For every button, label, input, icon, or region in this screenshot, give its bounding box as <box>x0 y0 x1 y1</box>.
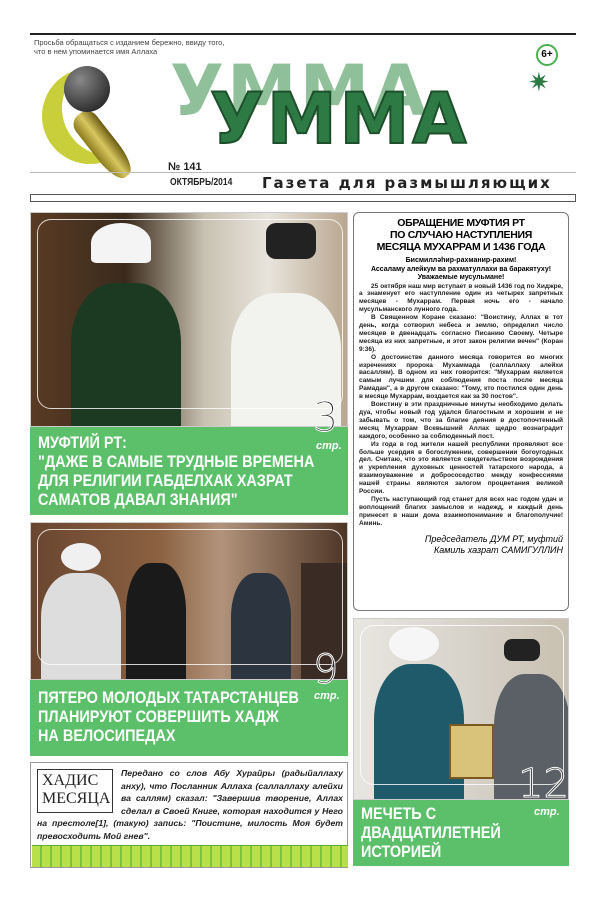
pen-icon <box>64 66 110 112</box>
signature <box>359 534 563 556</box>
photo-frame <box>37 219 343 409</box>
signature-line: Председатель ДУМ РТ, муфтий <box>424 533 563 544</box>
appeal-title: ОБРАЩЕНИЕ МУФТИЯ РТ <box>397 217 525 229</box>
masthead-bar <box>30 194 576 202</box>
greeting: Ассаламу алейкум ва рахматуллахи ва баракятуху! <box>370 265 552 273</box>
mufti-appeal <box>353 212 569 611</box>
appeal-title: ПО СЛУЧАЮ НАСТУПЛЕНИЯ <box>389 229 533 241</box>
headline-line: "ДАЖЕ В САМЫЕ ТРУДНЫЕ ВРЕМЕНА <box>38 452 315 471</box>
greeting: Бисмилләһир-рахманир-рахим! <box>405 257 517 264</box>
headline-line: ИСТОРИЕЙ <box>361 842 442 861</box>
headline-line: МУФТИЙ РТ: <box>38 433 127 452</box>
headline-line: САМАТОВ ДАВАЛ ЗНАНИЯ" <box>38 490 238 509</box>
paragraph: Воистину в эти праздничные минуты необходимо делать дуа, чтобы новый год удался благостным и хорошим и не забывать о том, что за благие деяния в достопочтенный месяц Мухаррам Всевышний Аллах щедро вознаградит каждого, особенно за соблюденный пост. <box>359 401 563 440</box>
headline-line: ПЛАНИРУЮТ СОВЕРШИТЬ ХАДЖ <box>38 707 279 726</box>
page-number: 9 <box>313 647 339 693</box>
page-number: 12 <box>518 761 569 807</box>
paragraph: Пусть наступающий год станет для всех нас годом удач и воплощений благих замыслов и надежд, и каждый день принесет в наши дома взаимопонимание и благополучие! Аминь. <box>359 495 563 527</box>
page-label: стр. <box>534 806 560 818</box>
article-photo-hajj[interactable] <box>30 522 348 680</box>
signature-line: Камиль хазрат САМИГУЛЛИН <box>433 544 563 555</box>
headline-line: МЕЧЕТЬ С <box>361 804 437 823</box>
hadith-of-month <box>30 762 348 868</box>
hadith-label-line: ХАДИС <box>42 772 99 789</box>
page-label: стр. <box>316 440 342 452</box>
ornament-border <box>32 845 348 867</box>
photo-frame <box>37 529 343 665</box>
star-icon: ✷ <box>528 67 550 97</box>
article-photo-mufti[interactable] <box>30 212 348 427</box>
paragraph: О достоинстве данного месяца говорится во многих изречениях пророка Мухаммада (саллаллаху алейхи васаллям). В одном из них говорится: "Мухаррам является самым лучшим для соблюдения поста после месяца Рамадан", а в другом сказано: "Тому, кто постился один день в месяце Мухаррам, воздается как за 30 постов". <box>359 353 563 401</box>
issue-number: № 141 <box>168 161 202 173</box>
page-label: стр. <box>314 690 340 702</box>
paragraph: Из года в год жители нашей республики проявляют все больше усердия в богослужении, совершении богоугодных дел. Считаю, что это является свидетельством возрождения и укрепления духовных ценностей татарского народа, а взаимоуважение и добрососедство между конфессиями нашей страны являются залогом процветания великой России. <box>359 440 563 496</box>
article-headline-2[interactable] <box>30 680 348 756</box>
appeal-title: МЕСЯЦА МУХАРРАМ И 1436 ГОДА <box>376 241 546 253</box>
divider <box>30 172 576 173</box>
headline-line: ДВАДЦАТИЛЕТНЕЙ <box>361 823 501 842</box>
slogan: Газета для размышляющих <box>262 174 552 192</box>
headline-line: ПЯТЕРО МОЛОДЫХ ТАТАРСТАНЦЕВ <box>38 688 299 707</box>
article-headline-1[interactable] <box>30 427 348 515</box>
headline-line: НА ВЕЛОСИПЕДАХ <box>38 726 176 745</box>
hadith-label <box>37 769 113 813</box>
headline-line: ДЛЯ РЕЛИГИИ ГАБДЕЛХАК ХАЗРАТ <box>38 471 293 490</box>
newspaper-logo: УММА <box>210 78 470 160</box>
age-rating-badge: 6+ <box>536 44 558 66</box>
notice-text: Просьба обращаться с изданием бережно, ввиду того, что в нем упоминается имя Аллаха <box>34 38 225 56</box>
paragraph: В Священном Коране сказано: "Воистину, Аллах в тот день, когда сотворил небеса и землю, определил число месяцев в двенадцать согласно Писанию Своему. Четыре месяца из них запретные, и этот закон религии вечен" (Коран 9:36). <box>359 314 563 353</box>
page-number: 3 <box>313 395 339 441</box>
paragraph: 25 октября наш мир вступает в новый 1436 год по Хиджре, а знаменует его наступление один из четырех запретных месяцев - Мухаррам. Первая ночь его - начало мусульманского лунного года. <box>359 282 563 314</box>
hadith-label-line: МЕСЯЦА <box>42 790 111 807</box>
greeting: Уважаемые мусульмане! <box>417 274 505 281</box>
hadith-text-block <box>37 767 343 842</box>
top-rule <box>30 33 576 35</box>
issue-date: ОКТЯБРЬ/2014 <box>170 177 233 188</box>
hadith-text: Передано со слов Абу Хурайры (радыйаллаху анху), что Посланник Аллаха (саллаллаху алейхи ва саллям) сказал: "Завершив творение, Аллах сделал в Своей Книге, которая находится у Него на престоле[1], (такую) запись: "Поистине, милость Моя будет превосходить Мой гнев". <box>37 768 343 841</box>
